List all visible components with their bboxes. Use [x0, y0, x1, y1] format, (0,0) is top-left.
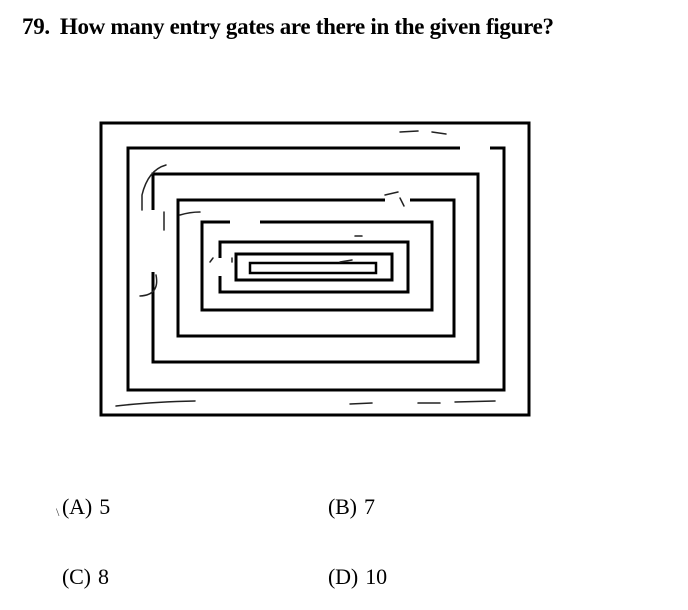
option-c[interactable]	[62, 564, 109, 590]
pencil-mark-10	[432, 132, 446, 134]
pencil-mark-11	[385, 192, 398, 195]
option-d[interactable]	[328, 564, 387, 590]
pencil-mark-12	[400, 198, 404, 206]
pencil-mark-9	[400, 131, 418, 132]
pencil-mark-16	[340, 260, 352, 262]
maze-ring-1	[101, 123, 529, 415]
option-a[interactable]	[62, 494, 110, 520]
pencil-mark-8	[455, 401, 495, 402]
maze-ring-4	[178, 200, 454, 336]
option-d-value: 10	[365, 564, 387, 589]
question-number: 79.	[22, 14, 50, 39]
option-c-letter: (C)	[62, 564, 91, 589]
option-b-value: 7	[364, 494, 375, 519]
option-a-letter: (A)	[62, 494, 92, 519]
pencil-mark-4	[180, 212, 200, 215]
pencil-mark-6	[350, 403, 372, 404]
pencil-mark-14	[210, 258, 213, 262]
maze-ring-8	[250, 263, 376, 273]
option-c-value: 8	[98, 564, 109, 589]
maze-ring-6	[220, 242, 408, 292]
question-body: How many entry gates are there in the given figure?	[59, 14, 554, 39]
option-b[interactable]	[328, 494, 375, 520]
pencil-tick-mark: \	[56, 505, 60, 519]
option-a-value: 5	[99, 494, 111, 519]
pencil-mark-5	[116, 401, 195, 406]
option-b-letter: (B)	[328, 494, 357, 519]
maze-ring-7	[236, 254, 392, 280]
option-d-letter: (D)	[328, 564, 358, 589]
maze-ring-2	[128, 148, 504, 390]
